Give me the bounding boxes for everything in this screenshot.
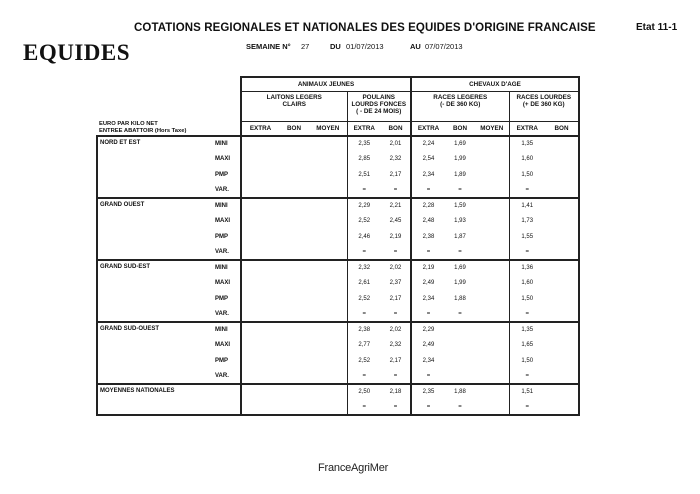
price-cell <box>309 229 347 245</box>
price-cell <box>241 353 279 369</box>
price-cell <box>279 322 309 338</box>
price-cell: 2,52 <box>358 357 371 364</box>
price-cell <box>545 307 579 323</box>
col-header-races-legeres: RACES LEGERES (- DE 360 KG) <box>411 91 509 121</box>
table-row <box>97 136 579 152</box>
measure-label: VAR. <box>205 307 241 323</box>
price-cell: 2,32 <box>381 152 411 168</box>
price-cell <box>309 322 347 338</box>
price-cell: 2,51 <box>358 171 371 178</box>
page-heading: EQUIDES <box>23 40 131 65</box>
price-cell: 2,35 <box>422 389 435 396</box>
price-cell <box>545 198 579 214</box>
price-cell: 2,85 <box>358 156 371 163</box>
week-value: 27 <box>301 42 310 51</box>
price-cell <box>475 291 509 307</box>
price-cell <box>545 167 579 183</box>
price-cell <box>309 384 347 400</box>
price-cell: = <box>509 183 545 199</box>
measure-label: MAXI <box>215 280 230 287</box>
price-cell <box>475 338 509 354</box>
price-cell: 1,88 <box>454 295 466 302</box>
price-cell <box>545 276 579 292</box>
price-cell <box>475 307 509 323</box>
price-cell <box>309 136 347 152</box>
price-cell <box>309 260 347 276</box>
price-cell: 2,52 <box>358 218 371 225</box>
price-cell: = <box>347 183 381 199</box>
price-cell <box>279 307 309 323</box>
price-cell: 1,87 <box>454 233 466 240</box>
price-cell: 2,49 <box>422 280 435 287</box>
price-cell: = <box>381 183 411 199</box>
price-cell <box>475 353 509 369</box>
price-cell: 2,29 <box>358 203 371 210</box>
measure-label: MAXI <box>215 156 230 163</box>
price-cell <box>279 167 309 183</box>
measure-label: VAR. <box>205 245 241 261</box>
price-cell <box>279 384 309 400</box>
price-cell <box>545 384 579 400</box>
price-cell <box>241 183 279 199</box>
to-label: AU <box>410 42 421 51</box>
price-cell: = <box>411 369 445 385</box>
price-cell <box>279 353 309 369</box>
region-name: GRAND SUD-EST <box>97 260 205 322</box>
price-cell <box>309 353 347 369</box>
price-cell: 1,36 <box>521 265 534 272</box>
to-date: 07/07/2013 <box>425 42 463 51</box>
price-cell <box>241 307 279 323</box>
price-cell <box>241 338 279 354</box>
measure-label: MINI <box>215 265 228 272</box>
price-cell <box>279 229 309 245</box>
price-cell: 2,38 <box>422 233 435 240</box>
price-cell <box>241 369 279 385</box>
price-cell: 2,19 <box>381 229 411 245</box>
price-cell: = <box>411 245 445 261</box>
price-cell <box>545 291 579 307</box>
measure-label: MAXI <box>215 342 230 349</box>
price-cell: 1,73 <box>521 218 534 225</box>
price-cell <box>279 198 309 214</box>
report-title: COTATIONS REGIONALES ET NATIONALES DES EQUIDES D'ORIGINE FRANCAISE <box>134 22 596 34</box>
week-label: SEMAINE N° <box>246 42 291 51</box>
price-cell: 2,17 <box>381 167 411 183</box>
sub-header: BON <box>279 121 309 136</box>
price-cell <box>241 167 279 183</box>
price-cell <box>241 291 279 307</box>
sub-header: MOYEN <box>475 121 509 136</box>
measure-label: MINI <box>215 327 228 334</box>
price-cell: 2,50 <box>358 389 371 396</box>
price-cell: 1,69 <box>454 141 466 148</box>
group-header-chevaux-age: CHEVAUX D'AGE <box>411 77 579 91</box>
price-cell <box>309 214 347 230</box>
price-cell <box>279 136 309 152</box>
price-cell: 1,88 <box>454 389 466 396</box>
price-cell: = <box>445 400 475 416</box>
price-cell <box>545 245 579 261</box>
price-cell: 2,01 <box>381 136 411 152</box>
price-cell <box>309 276 347 292</box>
price-cell: 2,17 <box>381 353 411 369</box>
price-cell <box>545 369 579 385</box>
price-cell: 1,50 <box>521 295 534 302</box>
price-cell <box>241 384 279 400</box>
report-state-code: Etat 11-1 <box>636 22 678 33</box>
price-cell: = <box>411 400 445 416</box>
price-cell <box>545 229 579 245</box>
price-cell <box>475 198 509 214</box>
price-cell <box>445 369 475 385</box>
price-cell <box>475 369 509 385</box>
price-cell: 2,49 <box>422 342 435 349</box>
sub-header: EXTRA <box>411 121 445 136</box>
franceagrimer-logo: FranceAgriMer <box>318 462 389 474</box>
col-header-races-lourdes: RACES LOURDES (+ DE 360 KG) <box>509 91 579 121</box>
price-cell <box>241 260 279 276</box>
price-cell: 2,45 <box>381 214 411 230</box>
sub-header: MOYEN <box>309 121 347 136</box>
price-cell <box>279 369 309 385</box>
price-cell <box>241 276 279 292</box>
sub-header: EXTRA <box>347 121 381 136</box>
price-cell <box>241 400 279 416</box>
price-cell: = <box>509 307 545 323</box>
price-cell <box>445 322 475 338</box>
price-cell: 2,21 <box>381 198 411 214</box>
price-cell: = <box>509 369 545 385</box>
region-name: GRAND SUD-OUEST <box>97 322 205 384</box>
measure-label: VAR. <box>205 183 241 199</box>
price-cell: = <box>411 307 445 323</box>
price-cell: = <box>381 369 411 385</box>
price-cell: 1,59 <box>454 203 466 210</box>
price-cell <box>545 400 579 416</box>
price-cell <box>241 136 279 152</box>
group-header-animaux-jeunes: ANIMAUX JEUNES <box>241 77 411 91</box>
price-cell <box>241 229 279 245</box>
sub-header: BON <box>545 121 579 136</box>
price-cell <box>475 322 509 338</box>
price-cell: 1,60 <box>521 280 534 287</box>
price-cell <box>309 245 347 261</box>
price-cell <box>309 369 347 385</box>
price-cell: 2,02 <box>381 260 411 276</box>
price-cell: = <box>347 400 381 416</box>
price-cell: 2,35 <box>358 141 371 148</box>
price-cell: 1,69 <box>454 265 466 272</box>
table-row <box>97 198 579 214</box>
price-cell: 1,65 <box>521 342 534 349</box>
price-cell <box>241 152 279 168</box>
measure-label: PMP <box>215 357 229 364</box>
price-cell <box>545 152 579 168</box>
from-label: DU <box>330 42 341 51</box>
price-cell <box>475 152 509 168</box>
price-cell <box>309 152 347 168</box>
price-cell: 2,24 <box>422 141 435 148</box>
price-cell <box>241 245 279 261</box>
price-cell: 2,02 <box>381 322 411 338</box>
price-cell: 2,38 <box>358 327 371 334</box>
price-cell <box>241 322 279 338</box>
price-cell: 1,55 <box>521 233 534 240</box>
price-cell: 2,37 <box>381 276 411 292</box>
price-cell <box>279 291 309 307</box>
price-cell: = <box>347 307 381 323</box>
price-cell <box>279 276 309 292</box>
price-cell <box>309 291 347 307</box>
price-cell <box>475 214 509 230</box>
price-cell <box>241 214 279 230</box>
price-cell: 2,32 <box>381 338 411 354</box>
sub-header: EXTRA <box>509 121 545 136</box>
price-cell <box>475 183 509 199</box>
price-cell: 2,34 <box>422 171 435 178</box>
price-cell: = <box>411 183 445 199</box>
col-header-poulains: POULAINS LOURDS FONCES ( - DE 24 MOIS) <box>347 91 411 121</box>
price-cell: 1,50 <box>521 171 534 178</box>
price-cell <box>475 229 509 245</box>
price-cell: 2,46 <box>358 233 371 240</box>
price-cell <box>309 183 347 199</box>
region-name: NORD ET EST <box>97 136 205 198</box>
sub-header: BON <box>445 121 475 136</box>
price-cell <box>545 338 579 354</box>
price-cell: = <box>509 245 545 261</box>
price-cell: = <box>509 400 545 416</box>
price-cell: 1,93 <box>454 218 466 225</box>
measure-label: PMP <box>215 295 229 302</box>
price-cell <box>309 400 347 416</box>
measure-label: MINI <box>215 203 228 210</box>
price-cell <box>475 245 509 261</box>
price-cell <box>475 276 509 292</box>
price-cell: 2,28 <box>422 203 435 210</box>
price-cell: 1,51 <box>521 389 534 396</box>
national-average-label: MOYENNES NATIONALES <box>97 384 241 415</box>
price-cell: 1,89 <box>454 171 466 178</box>
measure-label: PMP <box>215 171 229 178</box>
price-cell <box>279 338 309 354</box>
price-cell <box>309 198 347 214</box>
price-cell <box>241 198 279 214</box>
sub-header: BON <box>381 121 411 136</box>
price-cell: 2,34 <box>422 295 435 302</box>
price-cell: = <box>347 245 381 261</box>
price-cell: 1,35 <box>521 327 534 334</box>
quotations-table <box>96 76 580 416</box>
price-cell <box>545 183 579 199</box>
price-cell <box>475 167 509 183</box>
price-cell <box>545 322 579 338</box>
sub-header: EXTRA <box>241 121 279 136</box>
measure-label: MAXI <box>215 218 230 225</box>
col-header-laitons: LAITONS LEGERS CLAIRS <box>241 91 347 121</box>
price-cell <box>475 136 509 152</box>
price-cell: 2,29 <box>422 327 435 334</box>
price-cell: = <box>445 307 475 323</box>
price-cell <box>475 400 509 416</box>
price-cell: = <box>381 400 411 416</box>
price-cell <box>475 260 509 276</box>
price-cell <box>279 183 309 199</box>
price-cell: = <box>381 307 411 323</box>
unit-label: EURO PAR KILO NET ENTREE ABATTOIR (Hors Taxe) <box>97 121 241 136</box>
price-cell: 2,18 <box>381 384 411 400</box>
price-cell <box>445 353 475 369</box>
from-date: 01/07/2013 <box>346 42 384 51</box>
price-cell <box>545 136 579 152</box>
price-cell <box>309 338 347 354</box>
price-cell <box>279 214 309 230</box>
price-cell <box>279 152 309 168</box>
price-cell <box>545 353 579 369</box>
measure-label: VAR. <box>205 369 241 385</box>
price-cell <box>545 260 579 276</box>
table-row <box>97 384 579 400</box>
region-name: GRAND OUEST <box>97 198 205 260</box>
price-cell: 2,34 <box>422 357 435 364</box>
price-cell <box>279 245 309 261</box>
price-cell: 1,35 <box>521 141 534 148</box>
price-cell: 1,50 <box>521 357 534 364</box>
price-cell: = <box>347 369 381 385</box>
price-cell <box>545 214 579 230</box>
price-cell: 2,54 <box>422 156 435 163</box>
table-row <box>97 322 579 338</box>
price-cell <box>445 338 475 354</box>
price-cell <box>279 400 309 416</box>
price-cell: 2,19 <box>422 265 435 272</box>
price-cell: = <box>381 245 411 261</box>
table-row <box>97 260 579 276</box>
price-cell <box>309 307 347 323</box>
price-cell <box>279 260 309 276</box>
price-cell: 1,60 <box>521 156 534 163</box>
price-cell: = <box>445 245 475 261</box>
price-cell: 1,41 <box>521 203 534 210</box>
price-cell <box>475 384 509 400</box>
price-cell: 2,61 <box>358 280 371 287</box>
price-cell: 2,32 <box>358 265 371 272</box>
price-cell <box>309 167 347 183</box>
measure-label: MINI <box>215 141 228 148</box>
price-cell: 1,99 <box>454 280 466 287</box>
price-cell: 1,99 <box>454 156 466 163</box>
price-cell: 2,48 <box>422 218 435 225</box>
price-cell: 2,17 <box>381 291 411 307</box>
measure-label: PMP <box>215 233 229 240</box>
price-cell: = <box>445 183 475 199</box>
price-cell: 2,77 <box>358 342 371 349</box>
price-cell: 2,52 <box>358 295 371 302</box>
